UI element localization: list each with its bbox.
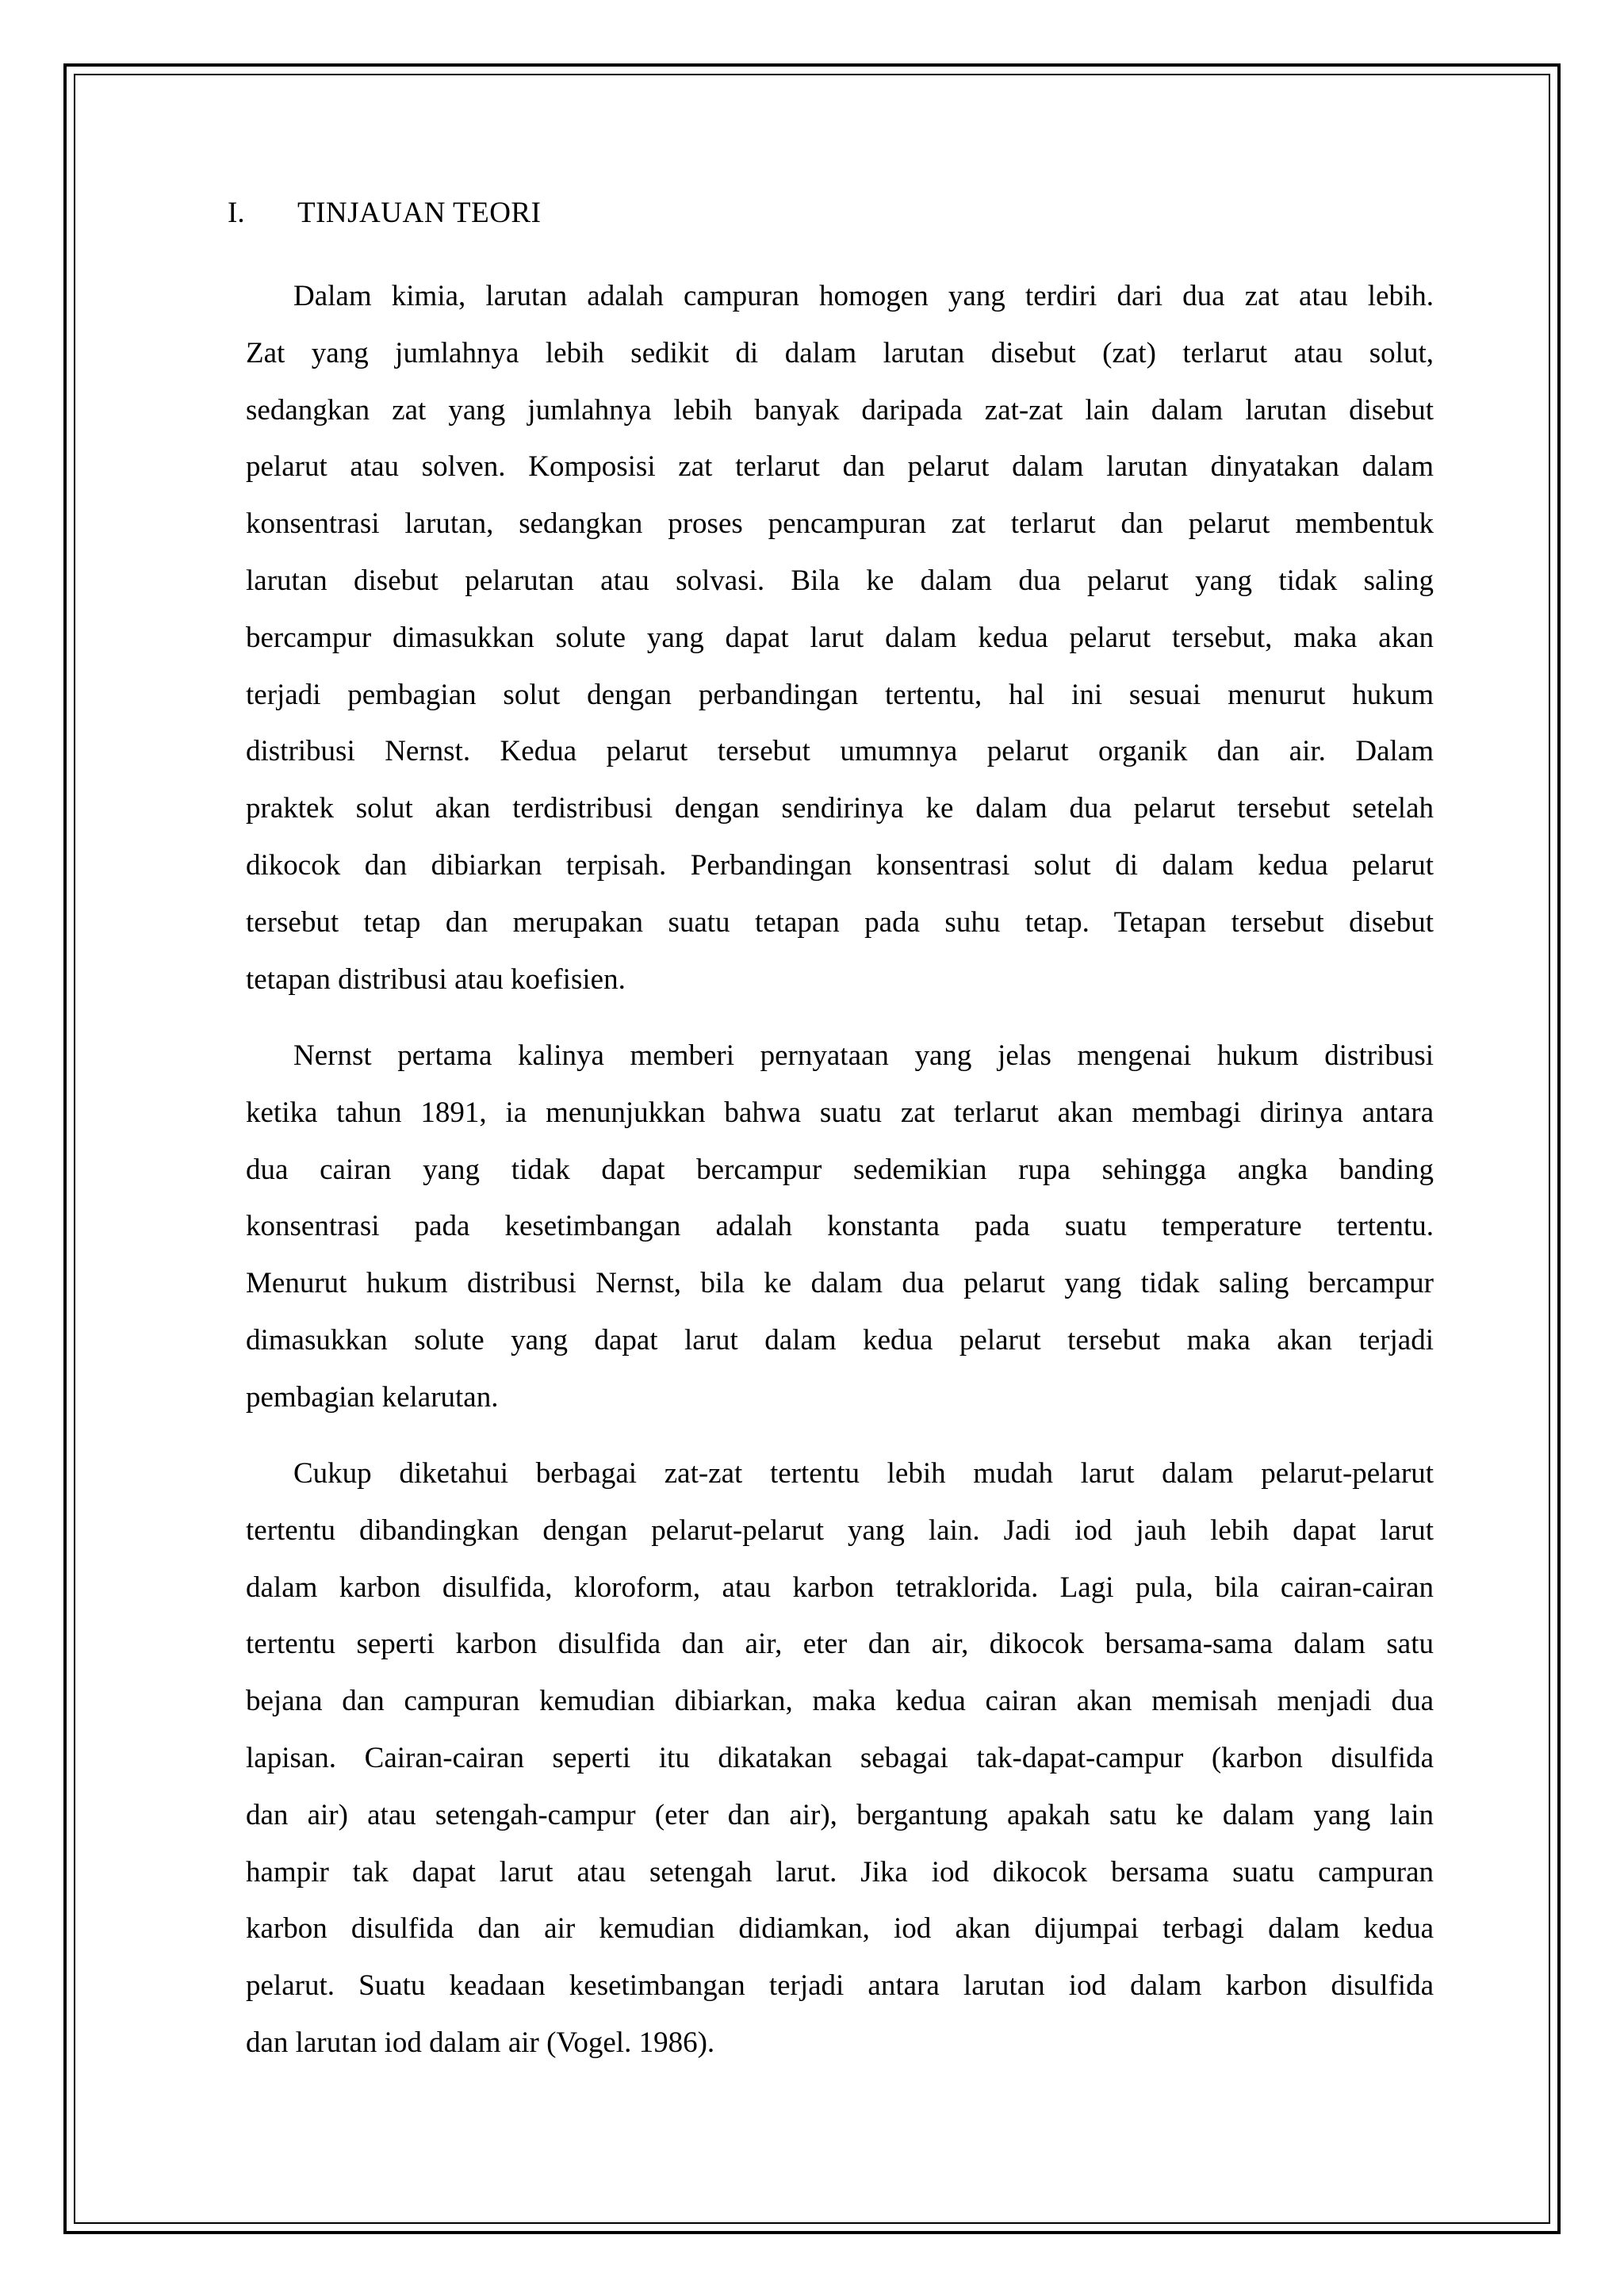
paragraph-line: praktek solut akan terdistribusi dengan sendirinya ke dalam dua pelarut tersebut setelah bbox=[246, 792, 1434, 825]
paragraph-line: larutan disebut pelarutan atau solvasi. Bila ke dalam dua pelarut yang tidak saling bbox=[246, 564, 1434, 597]
paragraph-line: dimasukkan solute yang dapat larut dalam kedua pelarut tersebut maka akan terjadi bbox=[246, 1323, 1434, 1357]
paragraph-line: bejana dan campuran kemudian dibiarkan, maka kedua cairan akan memisah menjadi dua bbox=[246, 1685, 1434, 1718]
paragraph-line: Cukup diketahui berbagai zat-zat tertentu lebih mudah larut dalam pelarut-pelarut bbox=[293, 1457, 1434, 1490]
paragraph-line: karbon disulfida dan air kemudian didiamkan, iod akan dijumpai terbagi dalam kedua bbox=[246, 1912, 1434, 1946]
paragraph-line: sedangkan zat yang jumlahnya lebih banyak daripada zat-zat lain dalam larutan disebut bbox=[246, 393, 1434, 427]
paragraph-line: dan air) atau setengah-campur (eter dan air), bergantung apakah satu ke dalam yang lain bbox=[246, 1798, 1434, 1831]
paragraph-line: dikocok dan dibiarkan terpisah. Perbandingan konsentrasi solut di dalam kedua pelarut bbox=[246, 848, 1434, 882]
paragraph-line: dua cairan yang tidak dapat bercampur sedemikian rupa sehingga angka banding bbox=[246, 1153, 1434, 1186]
paragraph-line: tersebut tetap dan merupakan suatu tetapan pada suhu tetap. Tetapan tersebut disebut bbox=[246, 905, 1434, 939]
paragraph-line: konsentrasi pada kesetimbangan adalah konstanta pada suatu temperature tertentu. bbox=[246, 1210, 1434, 1243]
paragraph-line: tertentu seperti karbon disulfida dan air, eter dan air, dikocok bersama-sama dalam satu bbox=[246, 1628, 1434, 1661]
paragraph-line: konsentrasi larutan, sedangkan proses pencampuran zat terlarut dan pelarut membentuk bbox=[246, 507, 1434, 541]
section-heading bbox=[228, 193, 541, 233]
paragraph-1 bbox=[246, 268, 1434, 1008]
paragraph-3 bbox=[246, 1445, 1434, 2072]
paragraph-line: Dalam kimia, larutan adalah campuran homogen yang terdiri dari dua zat atau lebih. bbox=[293, 280, 1434, 312]
paragraph-line: Nernst pertama kalinya memberi pernyataan yang jelas mengenai hukum distribusi bbox=[293, 1039, 1434, 1072]
section-number: I. bbox=[228, 197, 245, 229]
paragraph-line: lapisan. Cairan-cairan seperti itu dikatakan sebagai tak-dapat-campur (karbon disulfida bbox=[246, 1741, 1434, 1774]
paragraph-line: ketika tahun 1891, ia menunjukkan bahwa suatu zat terlarut akan membagi dirinya antara bbox=[246, 1096, 1434, 1129]
paragraph-line: distribusi Nernst. Kedua pelarut tersebut umumnya pelarut organik dan air. Dalam bbox=[246, 735, 1434, 768]
paragraph-line: dalam karbon disulfida, kloroform, atau karbon tetraklorida. Lagi pula, bila cairan-cairan bbox=[246, 1571, 1434, 1604]
paragraph-line: pembagian kelarutan. bbox=[246, 1380, 499, 1414]
paragraph-line: dan larutan iod dalam air (Vogel. 1986). bbox=[246, 2026, 715, 2059]
paragraph-line: tetapan distribusi atau koefisien. bbox=[246, 962, 626, 996]
paragraph-line: hampir tak dapat larut atau setengah larut. Jika iod dikocok bersama suatu campuran bbox=[246, 1855, 1434, 1888]
section-title: TINJAUAN TEORI bbox=[297, 197, 542, 229]
paragraph-line: pelarut. Suatu keadaan kesetimbangan terjadi antara larutan iod dalam karbon disulfida bbox=[246, 1969, 1434, 2003]
paragraph-line: Zat yang jumlahnya lebih sedikit di dalam larutan disebut (zat) terlarut atau solut, bbox=[246, 336, 1434, 369]
paragraph-line: pelarut atau solven. Komposisi zat terlarut dan pelarut dalam larutan dinyatakan dalam bbox=[246, 450, 1434, 484]
paragraph-line: bercampur dimasukkan solute yang dapat larut dalam kedua pelarut tersebut, maka akan bbox=[246, 621, 1434, 654]
paragraph-line: terjadi pembagian solut dengan perbandingan tertentu, hal ini sesuai menurut hukum bbox=[246, 678, 1434, 711]
paragraph-line: Menurut hukum distribusi Nernst, bila ke dalam dua pelarut yang tidak saling bercampur bbox=[246, 1267, 1434, 1300]
paragraph-line: tertentu dibandingkan dengan pelarut-pelarut yang lain. Jadi iod jauh lebih dapat larut bbox=[246, 1513, 1434, 1547]
paragraph-2 bbox=[246, 1027, 1434, 1426]
